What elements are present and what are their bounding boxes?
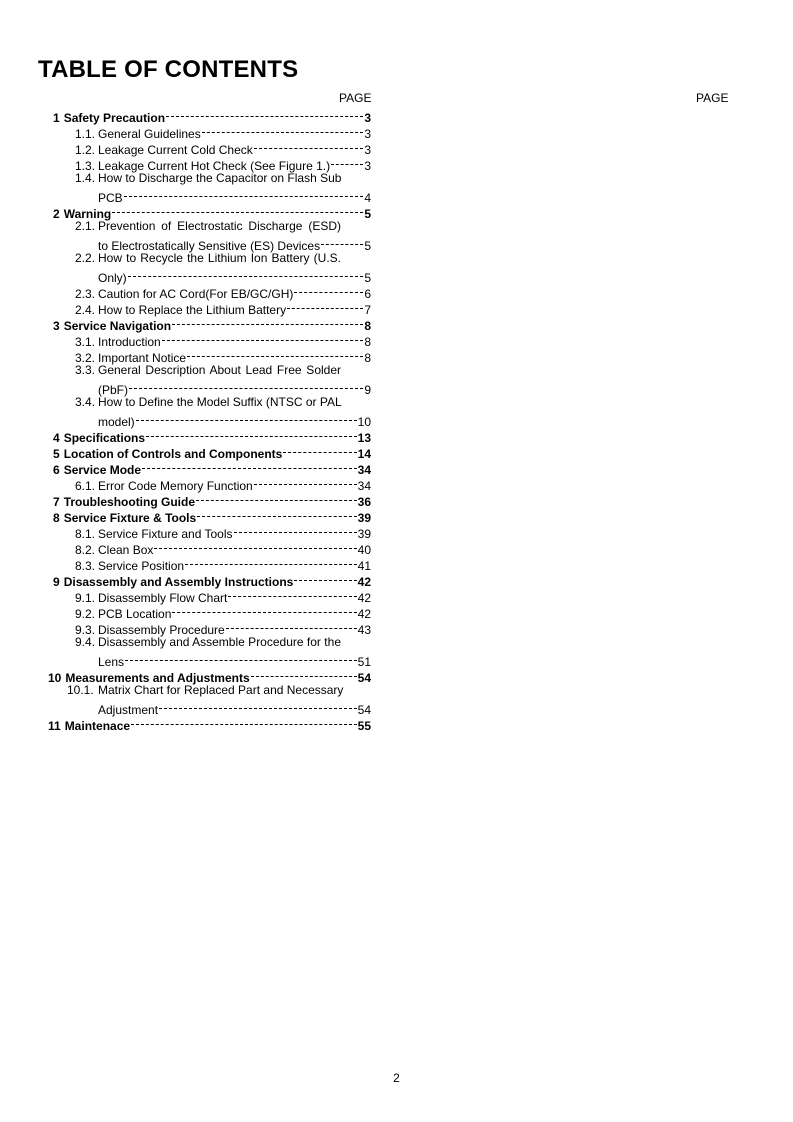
toc-entry-title: Clean Box: [98, 543, 154, 557]
toc-entry-page: 3: [364, 111, 371, 125]
toc-entry[interactable]: [75, 602, 371, 621]
toc-entry-number: 3: [53, 319, 60, 333]
toc-entry[interactable]: [53, 506, 371, 525]
toc-entry-number: 3.1.: [75, 335, 96, 349]
toc-entry-number: 9.3.: [75, 623, 96, 637]
dot-leader: [166, 106, 363, 122]
toc-entry-title-continued: (PbF): [98, 383, 128, 397]
dot-leader: [251, 666, 357, 682]
toc-entry-page: 5: [364, 239, 371, 253]
toc-entry-page: 8: [364, 319, 371, 333]
toc-entry[interactable]: [75, 538, 371, 557]
toc-entry-number: 8: [53, 511, 60, 525]
toc-entry-page: 4: [364, 191, 371, 205]
page-column-header-right: PAGE: [696, 91, 729, 105]
toc-entry-continuation[interactable]: [98, 378, 371, 397]
toc-entry[interactable]: [48, 666, 371, 685]
toc-entry-number: 9.4.: [75, 635, 96, 649]
toc-entry-title: Service Mode: [63, 463, 142, 477]
toc-entry[interactable]: [48, 714, 371, 733]
dot-leader: [234, 522, 357, 538]
toc-entry-number: 2.1.: [75, 219, 96, 233]
dot-leader: [197, 506, 356, 522]
toc-entry-number: 2.4.: [75, 303, 96, 317]
toc-entry-title: Troubleshooting Guide: [63, 495, 196, 509]
toc-entry-number: 8.2.: [75, 543, 96, 557]
toc-entry[interactable]: [75, 634, 371, 650]
toc-entry-page: 3: [364, 127, 371, 141]
dot-leader: [196, 490, 357, 506]
toc-entry-page: 9: [364, 383, 371, 397]
toc-entry-number: 11: [48, 719, 61, 733]
toc-entry[interactable]: [75, 618, 371, 637]
toc-entry-number: 3.2.: [75, 351, 96, 365]
toc-entry-page: 39: [357, 527, 371, 541]
toc-entry-title-continued: Lens: [98, 655, 125, 669]
toc-entry-number: 2.3.: [75, 287, 96, 301]
toc-entry[interactable]: [53, 458, 371, 477]
toc-entry-title-continued: Adjustment: [98, 703, 159, 717]
toc-entry[interactable]: [75, 170, 371, 186]
toc-entry-page: 14: [357, 447, 371, 461]
toc-entry-title: Disassembly Procedure: [98, 623, 225, 637]
toc-entry[interactable]: [75, 474, 371, 493]
dot-leader: [146, 426, 357, 442]
toc-entry[interactable]: [75, 218, 371, 234]
toc-entry-page: 6: [364, 287, 371, 301]
toc-entry-page: 10: [357, 415, 371, 429]
toc-entry-page: 36: [357, 495, 371, 509]
toc-entry[interactable]: [75, 122, 371, 141]
toc-entry-title: Location of Controls and Components: [63, 447, 283, 461]
toc-entry-title: Safety Precaution: [63, 111, 166, 125]
toc-entry-title: Specifications: [63, 431, 146, 445]
toc-entry-page: 51: [357, 655, 371, 669]
toc-entry-continuation[interactable]: [98, 234, 371, 253]
toc-entry-number: 2: [53, 207, 60, 221]
toc-entry-title: Matrix Chart for Replaced Part and Necessary: [98, 683, 344, 697]
toc-entry-number: 9.2.: [75, 607, 96, 621]
toc-entry-page: 54: [357, 703, 371, 717]
toc-entry-title: Maintenace: [64, 719, 131, 733]
page-number: 2: [393, 1071, 400, 1085]
toc-entry[interactable]: [75, 250, 371, 266]
toc-entry-title: How to Discharge the Capacitor on Flash Sub: [98, 171, 342, 185]
toc-entry-number: 1.4.: [75, 171, 96, 185]
toc-entry-title: Disassembly and Assemble Procedure for the: [98, 635, 341, 649]
toc-entry[interactable]: [75, 586, 371, 605]
toc-entry-page: 5: [364, 271, 371, 285]
dot-leader: [172, 314, 363, 330]
dot-leader: [129, 378, 363, 394]
toc-entry-title: How to Recycle the Lithium Ion Battery (U.S.: [98, 251, 341, 265]
document-title: TABLE OF CONTENTS: [38, 56, 299, 83]
toc-entry-page: 42: [357, 591, 371, 605]
toc-entry-title: Measurements and Adjustments: [65, 671, 250, 685]
toc-entry-number: 2.2.: [75, 251, 96, 265]
toc-entry-title-continued: to Electrostatically Sensitive (ES) Devices: [98, 239, 321, 253]
dot-leader: [287, 298, 363, 314]
toc-entry-page: 34: [357, 479, 371, 493]
toc-entry[interactable]: [75, 346, 371, 365]
dot-leader: [321, 234, 363, 250]
toc-entry-title: Prevention of Electrostatic Discharge (ESD): [98, 219, 341, 233]
toc-entry[interactable]: [53, 490, 371, 509]
dot-leader: [172, 602, 356, 618]
toc-entry-number: 10.1.: [67, 683, 94, 697]
toc-entry-page: 41: [357, 559, 371, 573]
toc-entry[interactable]: [75, 394, 371, 410]
toc-entry-page: 42: [357, 575, 371, 589]
dot-leader: [202, 122, 364, 138]
dot-leader: [142, 458, 357, 474]
toc-entry-number: 4: [53, 431, 60, 445]
toc-entry-title: Introduction: [98, 335, 161, 349]
toc-entry-continuation[interactable]: [98, 698, 371, 717]
toc-entry-page: 54: [357, 671, 371, 685]
toc-entry-number: 8.3.: [75, 559, 96, 573]
toc-entry[interactable]: [75, 154, 371, 173]
toc-entry[interactable]: [53, 570, 371, 589]
dot-leader: [125, 650, 357, 666]
toc-entry-number: 7: [53, 495, 60, 509]
toc-entry-title: Disassembly and Assembly Instructions: [63, 575, 294, 589]
toc-entry-title-continued: model): [98, 415, 135, 429]
dot-leader: [124, 186, 364, 202]
toc-entry-page: 3: [364, 159, 371, 173]
toc-entry[interactable]: [75, 362, 371, 378]
toc-entry-page: 34: [357, 463, 371, 477]
toc-entry-continuation[interactable]: [98, 410, 371, 429]
toc-entry[interactable]: [75, 330, 371, 349]
toc-entry-page: 43: [357, 623, 371, 637]
toc-entry-title: Caution for AC Cord(For EB/GC/GH): [98, 287, 294, 301]
toc-entry-page: 55: [357, 719, 371, 733]
toc-entry-number: 3.4.: [75, 395, 96, 409]
dot-leader: [131, 714, 357, 730]
dot-leader: [254, 474, 357, 490]
toc-entry-number: 6: [53, 463, 60, 477]
toc-entry-page: 7: [364, 303, 371, 317]
toc-entry-title: Leakage Current Hot Check (See Figure 1.): [98, 159, 331, 173]
dot-leader: [226, 618, 357, 634]
dot-leader: [331, 154, 363, 170]
toc-entry-title: How to Replace the Lithium Battery: [98, 303, 287, 317]
toc-entry-title-continued: Only): [98, 271, 127, 285]
toc-entry[interactable]: [67, 682, 371, 698]
toc-entry-title: Service Fixture & Tools: [63, 511, 197, 525]
dot-leader: [283, 442, 356, 458]
dot-leader: [154, 538, 356, 554]
toc-entry-title: Disassembly Flow Chart: [98, 591, 228, 605]
dot-leader: [294, 570, 356, 586]
dot-leader: [159, 698, 357, 714]
toc-entry-number: 1.3.: [75, 159, 96, 173]
toc-entry[interactable]: [75, 282, 371, 301]
toc-entry[interactable]: [75, 522, 371, 541]
toc-entry-title: Service Navigation: [63, 319, 172, 333]
toc-entry-title: Error Code Memory Function: [98, 479, 253, 493]
toc-entry-title: Service Position: [98, 559, 185, 573]
toc-entry-number: 9.1.: [75, 591, 96, 605]
toc-entry-title: How to Define the Model Suffix (NTSC or PAL: [98, 395, 342, 409]
toc-entry-number: 5: [53, 447, 60, 461]
toc-entry[interactable]: [75, 138, 371, 157]
dot-leader: [228, 586, 356, 602]
dot-leader: [185, 554, 357, 570]
toc-entry-title: Important Notice: [98, 351, 187, 365]
toc-entry-title: General Description About Lead Free Solder: [98, 363, 341, 377]
dot-leader: [162, 330, 364, 346]
toc-entry-page: 8: [364, 351, 371, 365]
dot-leader: [128, 266, 364, 282]
dot-leader: [112, 202, 363, 218]
toc-entry[interactable]: [53, 314, 371, 333]
dot-leader: [187, 346, 363, 362]
toc-entry-number: 1.2.: [75, 143, 96, 157]
toc-entry-number: 3.3.: [75, 363, 96, 377]
toc-entry-number: 10: [48, 671, 62, 685]
toc-entry-continuation[interactable]: [98, 266, 371, 285]
toc-entry-page: 3: [364, 143, 371, 157]
dot-leader: [254, 138, 364, 154]
toc-entry-title: Service Fixture and Tools: [98, 527, 233, 541]
toc-entry-page: 8: [364, 335, 371, 349]
toc-entry[interactable]: [53, 106, 371, 125]
toc-entry-page: 40: [357, 543, 371, 557]
toc-entry-title: Leakage Current Cold Check: [98, 143, 253, 157]
toc-entry-number: 6.1.: [75, 479, 96, 493]
toc-entry[interactable]: [75, 298, 371, 317]
toc-entry-page: 39: [357, 511, 371, 525]
toc-entry[interactable]: [53, 442, 371, 461]
toc-entry[interactable]: [53, 426, 371, 445]
toc-entry-title: General Guidelines: [98, 127, 201, 141]
toc-entry-title: PCB Location: [98, 607, 172, 621]
toc-entry-page: 13: [357, 431, 371, 445]
toc-entry-page: 5: [364, 207, 371, 221]
toc-entry-page: 42: [357, 607, 371, 621]
dot-leader: [136, 410, 357, 426]
toc-entry[interactable]: [75, 554, 371, 573]
toc-entry-title: Warning: [63, 207, 112, 221]
toc-entry-number: 1.1.: [75, 127, 96, 141]
toc-entry-number: 8.1.: [75, 527, 96, 541]
toc-entry[interactable]: [53, 202, 371, 221]
toc-entry-number: 1: [53, 111, 60, 125]
toc-entry-number: 9: [53, 575, 60, 589]
dot-leader: [294, 282, 363, 298]
toc-entry-continuation[interactable]: [98, 186, 371, 205]
toc-entry-continuation[interactable]: [98, 650, 371, 669]
page-column-header: PAGE: [339, 91, 372, 105]
toc-entry-title-continued: PCB: [98, 191, 123, 205]
